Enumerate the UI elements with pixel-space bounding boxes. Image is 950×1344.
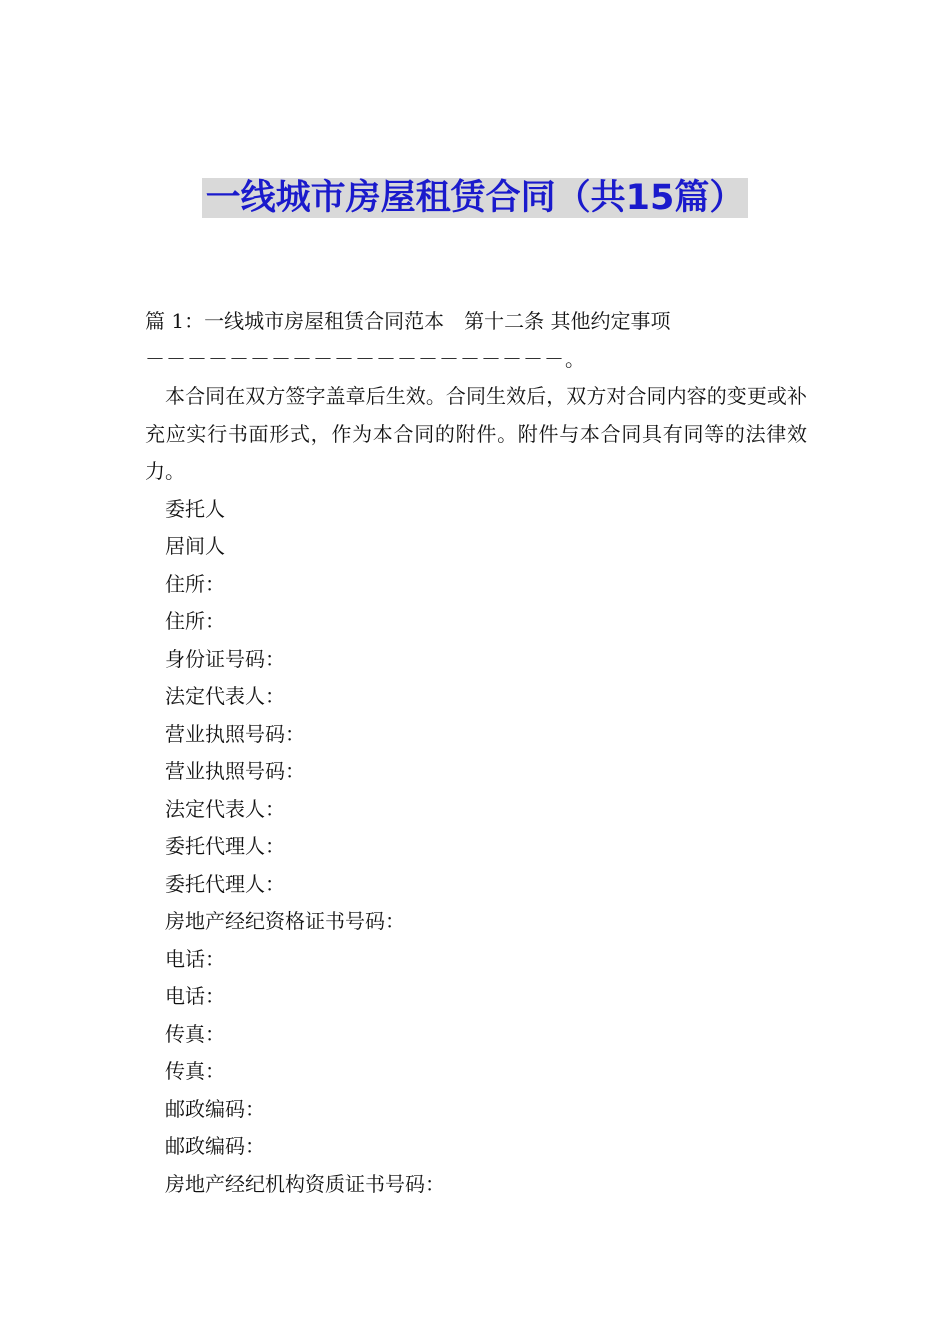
document-title: 一线城市房屋租赁合同（共15篇） xyxy=(202,178,749,218)
document-body xyxy=(145,303,807,1203)
field-line: 住所： xyxy=(165,609,225,633)
field-line: 居间人 xyxy=(165,534,225,558)
field-line: 邮政编码： xyxy=(165,1134,265,1158)
field-line: 营业执照号码： xyxy=(165,721,305,746)
field-line: 法定代表人： xyxy=(165,684,285,708)
field-line: 法定代表人： xyxy=(165,796,285,821)
field-line: 身份证号码： xyxy=(165,646,285,671)
field-line: 房地产经纪机构资质证书号码： xyxy=(165,1171,445,1196)
article-heading: 篇 1：一线城市房屋租赁合同范本 第十二条 其他约定事项 xyxy=(145,309,671,333)
field-line: 住所： xyxy=(165,571,225,596)
field-line: 营业执照号码： xyxy=(165,759,305,783)
field-line: 房地产经纪资格证书号码： xyxy=(165,909,405,933)
field-line: 电话： xyxy=(165,984,225,1008)
field-line: 委托代理人： xyxy=(165,834,285,858)
field-line: 传真： xyxy=(165,1059,225,1083)
field-line: 委托人 xyxy=(165,496,225,521)
field-line: 传真： xyxy=(165,1021,225,1046)
title-container xyxy=(0,178,950,218)
field-line: 邮政编码： xyxy=(165,1096,265,1121)
effect-paragraph: 本合同在双方签字盖章后生效。合同生效后，双方对合同内容的变更或补充应实行书面形式，作为本合同的附件。附件与本合同具有同等的法律效力。 xyxy=(145,384,807,483)
dash-line: －－－－－－－－－－－－－－－－－－－－。 xyxy=(145,346,586,371)
field-line: 电话： xyxy=(165,946,225,971)
field-line: 委托代理人： xyxy=(165,871,285,896)
